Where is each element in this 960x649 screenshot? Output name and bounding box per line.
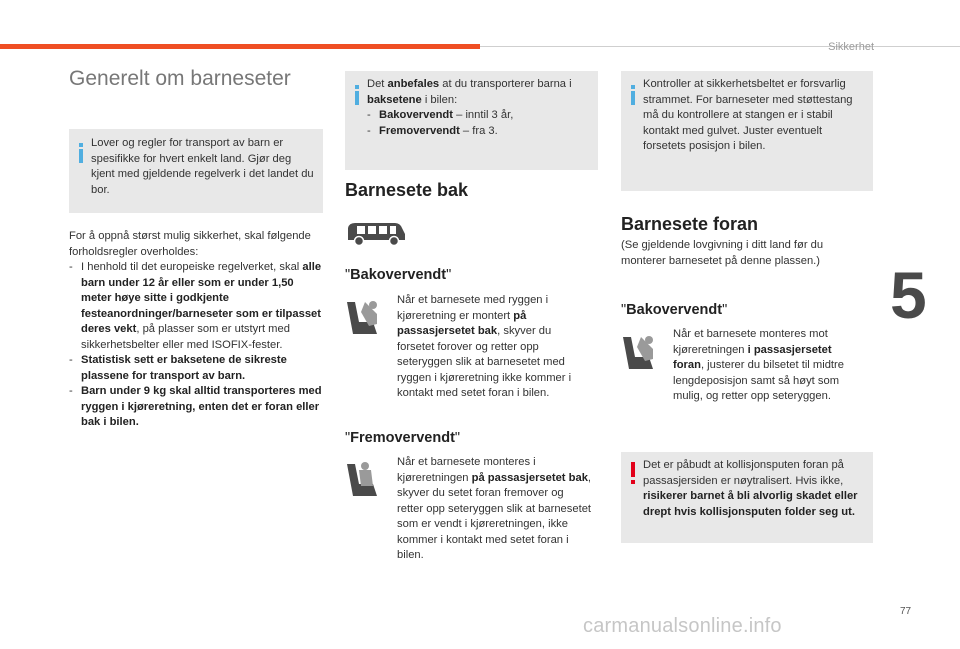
child-seat-front-rear-facing-icon [619,331,663,375]
child-seat-rear-facing-icon [343,296,387,340]
info-box-belt [621,71,873,191]
watermark: carmanualsonline.info [583,615,782,637]
list-item: - I henhold til det europeiske regelverket, skal alle barn under 12 år eller som er under 1,50 meter høye sitte i godkjente festeanordninger/barneseter som er tilpasset deres vekt, på plasser som er utstyrt med sikkerhetsbelter eller med ISOFIX-fester. [69,261,322,351]
info-text: Kontroller at sikkerhetsbeltet er forsvarlig strammet. For barneseter med støttestang må du kontrollere at stangen er i stabil kontakt med gulvet. Juster eventuelt forsetets posisjon i bilen. [643,78,853,152]
info-icon [79,143,83,163]
info-text: Lover og regler for transport av barn er spesifikke for hvert enkelt land. Gjør deg kjent med gjeldende regelverk i det landet du bor. [91,137,314,196]
info-box-recommend: Det anbefales at du transporterer barna i baksetene i bilen: - Bakovervendt – inntil 3 år, - Fremovervendt – fra 3. [345,71,598,170]
list-item: - Statistisk sett er baksetene de sikreste plassene for transport av barn. [69,354,287,382]
warning-text: Det er påbudt at kollisjonsputen foran på passasjersiden er nøytralisert. Hvis ikke, risikerer barnet å bli alvorlig skadet eller drept hvis kollisjonsputen folder seg ut. [643,459,858,518]
rear-facing-rear-text: Når et barnesete med ryggen i kjøreretning er montert på passasjersetet bak, skyver du forsetet forover og retter opp seteryggen slik at barnesetet med ryggen i kjøreretning ikke kommer i kontakt med setet foran i bilen. [397,294,572,399]
heading-rear-facing: "Bakovervendt" [345,267,452,283]
header-accent-bar [0,44,480,49]
warning-icon [631,462,635,484]
forward-facing-rear-text: Når et barnesete monteres i kjøreretningen på passasjersetet bak, skyver du setet foran fremover og retter opp seteryggen slik at barnesetet som er vendt i kjøreretningen, ikke kommer i kontakt med setet foran i bilen. [397,456,592,561]
list-item: - Barn under 9 kg skal alltid transporteres med ryggen i kjøreretning, enten det er foran eller bak i bilen. [69,385,322,428]
info-icon [355,85,359,105]
heading-rear-facing-front: "Bakovervendt" [621,302,728,318]
header-rule [480,46,960,47]
section-label: Sikkerhet [828,41,874,53]
minivan-icon [345,218,407,248]
front-seat-note: (Se gjeldende lovgivning i ditt land før du monterer barnesetet på denne plassen.) [621,239,824,267]
warning-box-airbag [621,452,873,543]
heading-rear-seat: Barnesete bak [345,180,469,200]
page-number: 77 [900,606,912,617]
rear-facing-front-text: Når et barnesete monteres mot kjøreretningen i passasjersetet foran, justerer du bilsetet til midtre lengdeposisjon samt så høyt som mulig, og retter opp seteryggen. [673,328,844,402]
chapter-number: 5 [890,258,927,332]
info-box-laws [69,129,323,213]
precautions-intro: For å oppnå størst mulig sikkerhet, skal følgende forholdsregler overholdes: [69,230,311,258]
heading-front-seat: Barnesete foran [621,214,759,234]
child-seat-forward-facing-icon [343,458,387,502]
info-icon [631,85,635,105]
heading-forward-facing: "Fremovervendt" [345,430,461,446]
precautions-section [69,229,325,431]
page-title: Generelt om barneseter [69,67,291,90]
